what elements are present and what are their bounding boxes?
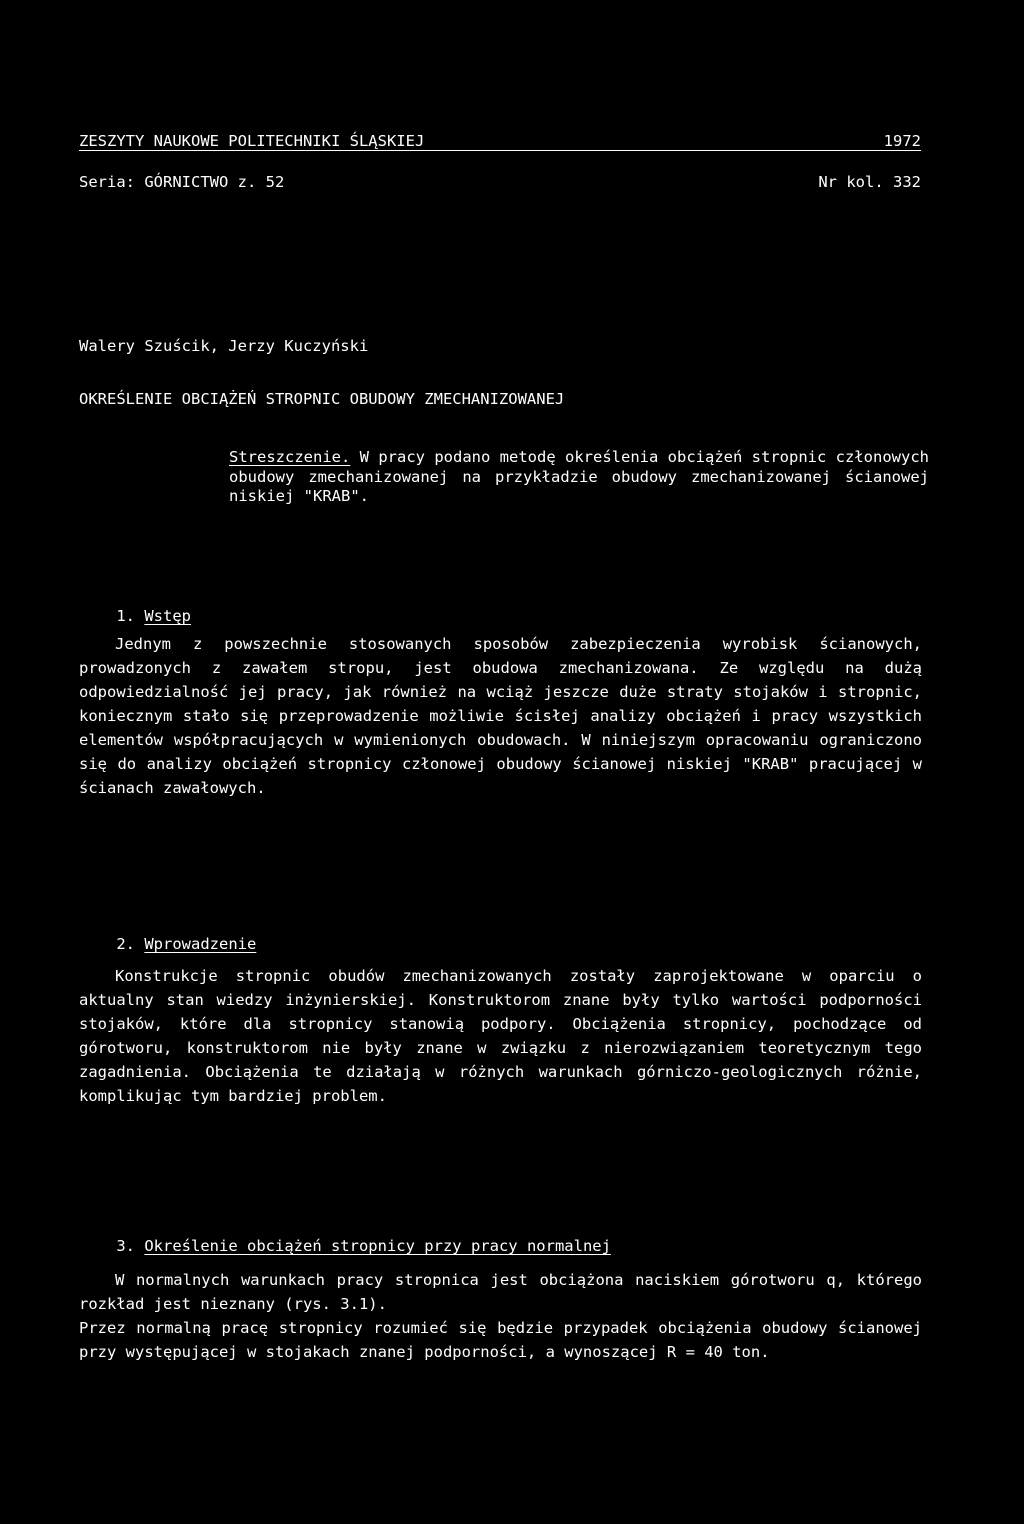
paragraph-text: Konstrukcje stropnic obudów zmechanizowanych zostały zaprojektowane w oparciu o aktualny stan wiedzy inżynierskiej. Konstruktorom znane były tylko wartości podporności stojaków, które dla stropnicy stanowią podpory. Obciążenia stropnicy, pochodzące od górotworu, konstruktorom nie były znane w związku z nierozwiązaniem teoretycznym tego zagadnienia. Obciążenia te działają w różnych warunkach górniczo-geologicznych różnie, komplikując tym bardziej problem. [79,967,922,1105]
abstract-label: Streszczenie. [229,448,351,466]
paragraph-text: W normalnych warunkach pracy stropnica jest obciążona naciskiem górotworu q, którego rozkład jest nieznany (rys. 3.1). [79,1271,922,1313]
section-body-1 [79,632,922,800]
issue-number: Nr kol. 332 [818,173,921,191]
section-number: 2. [116,935,135,953]
section-title: Wstęp [144,607,192,625]
paragraph-text: Jednym z powszechnie stosowanych sposobów zabezpieczenia wyrobisk ścianowych, prowadzonych z zawałem stropu, jest obudowa zmechanizowana. Ze względu na dużą odpowiedzialność jej pracy, jak również na wciąż jeszcze duże straty stojaków i stropnic, koniecznym stało się przeprowadzenie możliwie ścisłej analizy obciążeń i pracy wszystkich elementów współpracujących w wymienionych obudowach. W niniejszym opracowaniu ograniczono się do analizy obciążeń stropnicy członowej obudowy ścianowej niskiej "KRAB" pracującej w ścianach zawałowych. [79,635,922,797]
section-number: 3. [116,1237,135,1255]
journal-title: ZESZYTY NAUKOWE POLITECHNIKI ŚLĄSKIEJ [79,132,425,150]
journal-year: 1972 [883,132,921,150]
abstract [229,448,929,507]
section-number: 1. [116,607,135,625]
header-rule [79,150,921,151]
section-title: Wprowadzenie [144,935,257,953]
authors: Walery Szuścik, Jerzy Kuczyński [79,337,369,355]
section-heading-3 [79,1216,611,1276]
section-body-2 [79,964,922,1108]
series-line: Seria: GÓRNICTWO z. 52 [79,173,285,191]
section-body-3 [79,1268,922,1364]
paper-title: OKREŚLENIE OBCIĄŻEŃ STROPNIC OBUDOWY ZMECHANIZOWANEJ [79,390,565,408]
section-title: Określenie obciążeń stropnicy przy pracy normalnej [144,1237,611,1255]
abstract-text: W pracy podano metodę określenia obciążeń stropnic członowych obudowy zmechanizowanej na przykładzie obudowy zmechanizowanej ścianowej niskiej "KRAB". [229,448,929,505]
paragraph-text-2: Przez normalną pracę stropnicy rozumieć się będzie przypadek obciążenia obudowy ścianowej przy występującej w stojakach znanej podporności, a wynoszącej R = 40 ton. [79,1319,922,1361]
